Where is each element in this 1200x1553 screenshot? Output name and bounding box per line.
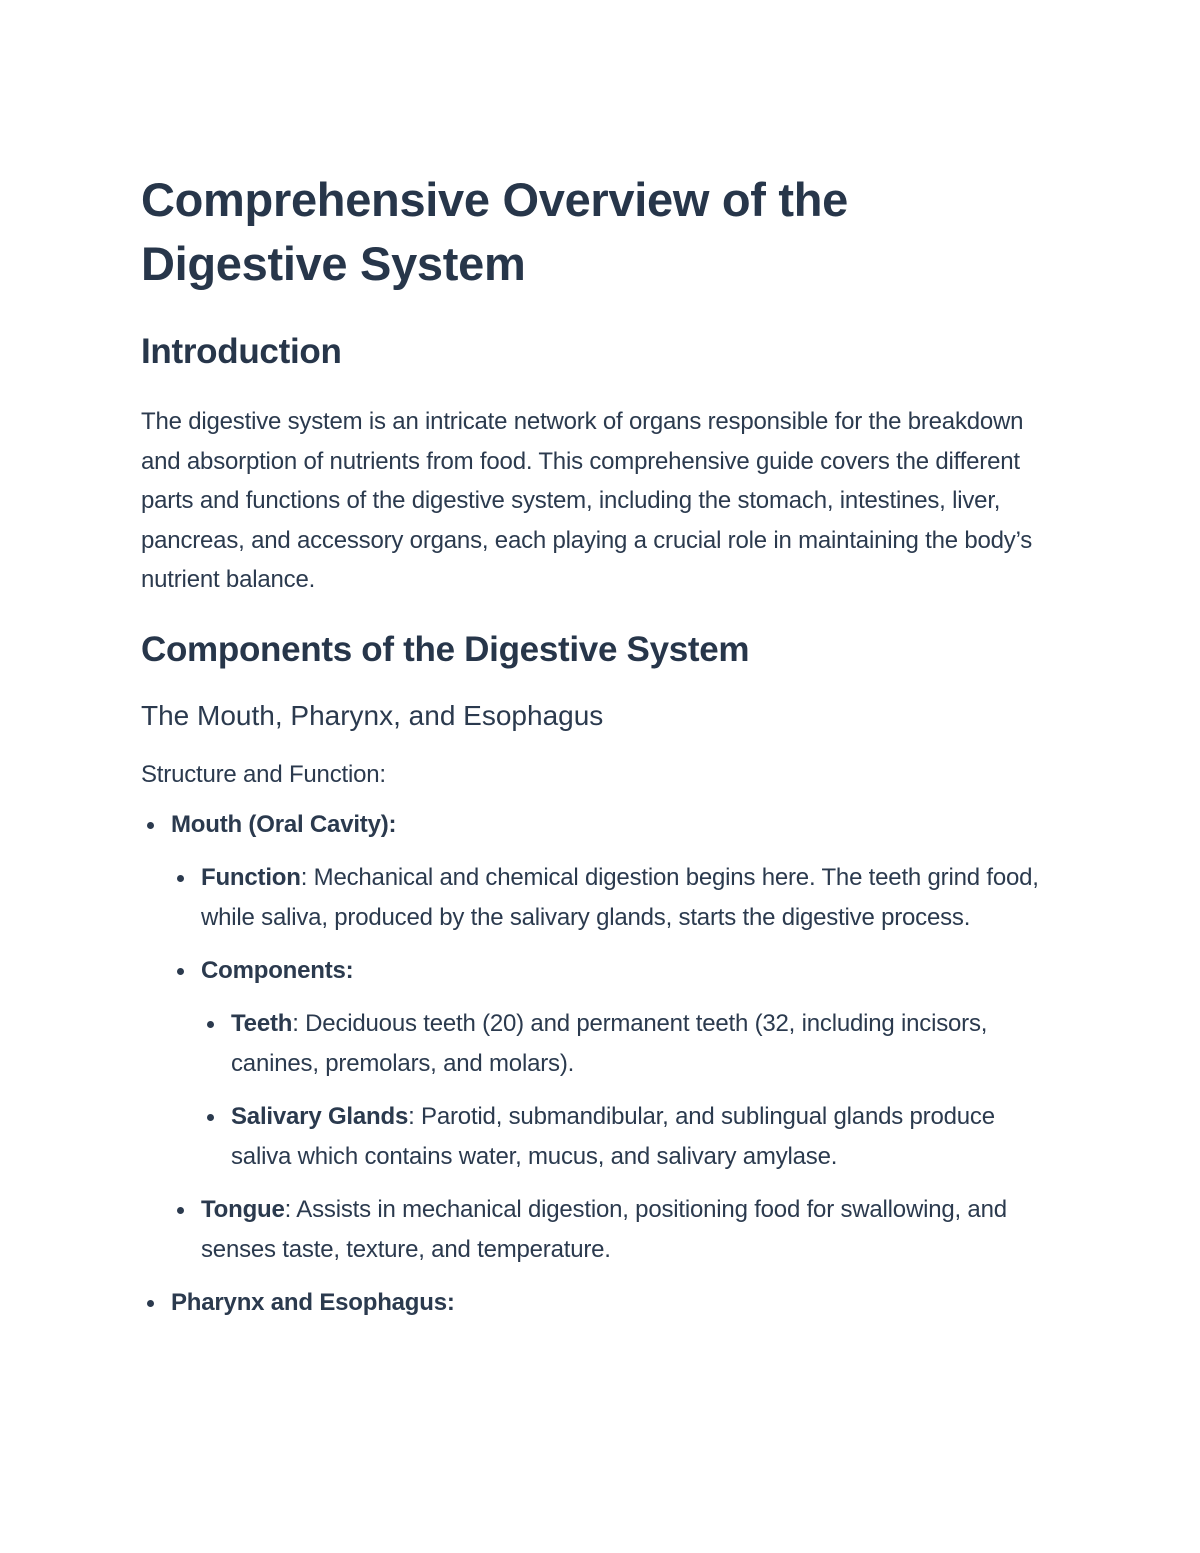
list-item-function [201,858,1046,938]
teeth-label: Teeth [231,1009,293,1037]
document-title: Comprehensive Overview of the Digestive System [141,173,848,290]
introduction-heading: Introduction [141,332,342,371]
mouth-sublist [171,858,1046,1270]
list-item-components [201,951,1046,1177]
list-item-teeth [231,1004,1046,1084]
list-item-salivary-glands [231,1097,1046,1177]
structure-function-label: Structure and Function: [141,760,386,788]
document-page [141,168,1046,1323]
tongue-label: Tongue [201,1195,285,1223]
list-item-pharynx-esophagus [171,1283,1046,1323]
salivary-glands-text: : Parotid, submandibular, and sublingual glands produce saliva which contains water, mucus, and salivary amylase. [231,1102,995,1170]
structure-list [141,805,1046,1323]
components-heading: Components of the Digestive System [141,629,750,669]
mouth-label: Mouth (Oral Cavity): [171,810,397,838]
function-label: Function [201,863,301,891]
function-text: : Mechanical and chemical digestion begins here. The teeth grind food, while saliva, produced by the salivary glands, starts the digestive process. [201,863,1039,931]
salivary-glands-label: Salivary Glands [231,1102,409,1130]
mouth-pharynx-esophagus-heading: The Mouth, Pharynx, and Esophagus [141,699,604,731]
introduction-paragraph: The digestive system is an intricate network of organs responsible for the breakdown and absorption of nutrients from food. This comprehensive guide covers the different parts and functions of the digestive system, including the stomach, intestines, liver, pancreas, and accessory organs, each playing a crucial role in maintaining the body’s nutrient balance. [141,408,1033,593]
teeth-text: : Deciduous teeth (20) and permanent teeth (32, including incisors, canines, premolars, and molars). [231,1009,988,1077]
tongue-text: : Assists in mechanical digestion, positioning food for swallowing, and senses taste, texture, and temperature. [201,1195,1007,1263]
components-label: Components: [201,956,354,984]
list-item-mouth [171,805,1046,1270]
components-sublist [201,1004,1046,1177]
pharynx-esophagus-label: Pharynx and Esophagus: [171,1288,455,1316]
list-item-tongue [201,1190,1046,1270]
